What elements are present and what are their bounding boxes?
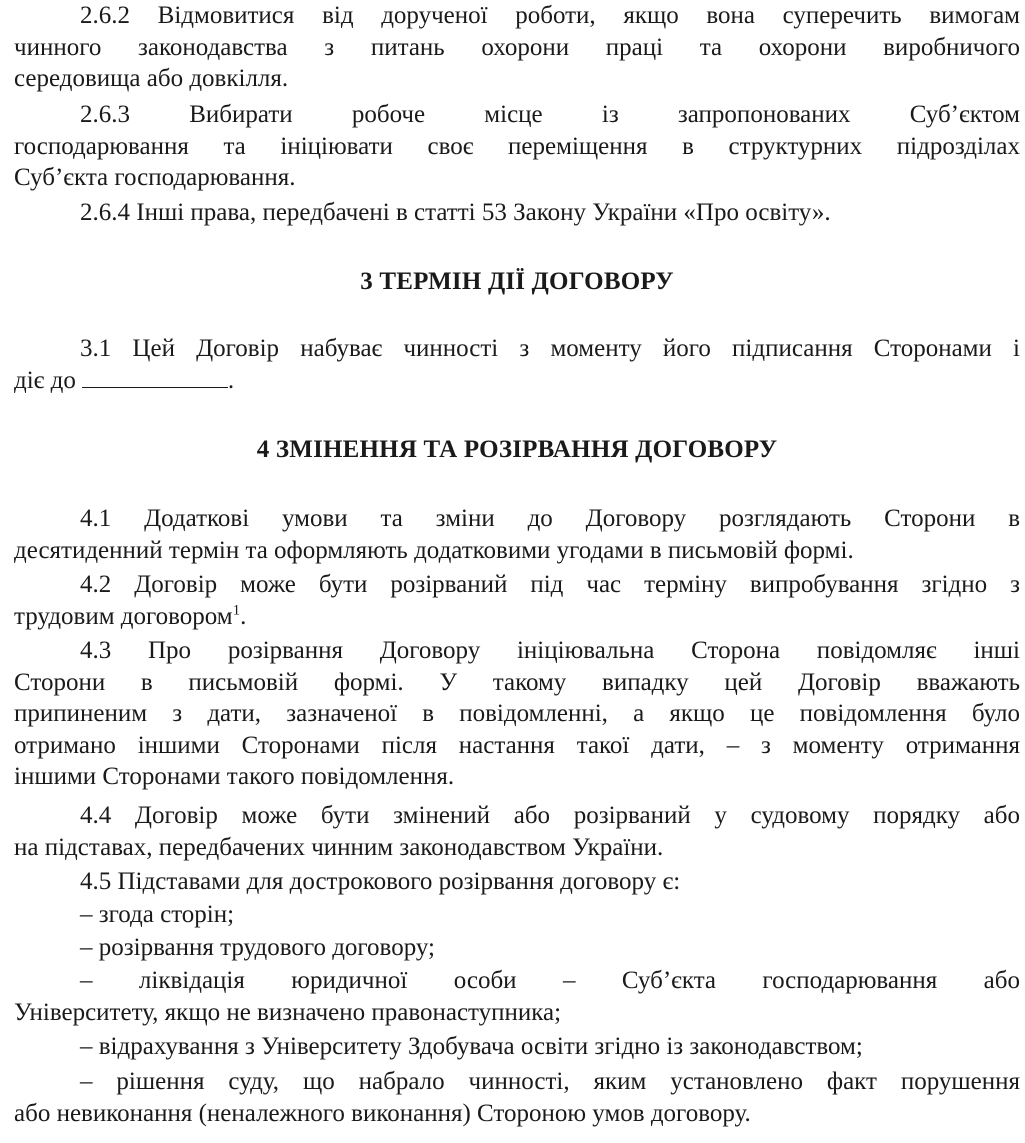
- list-item-text: – розірвання трудового договору;: [80, 934, 435, 961]
- paragraph-line: 4.5 Підставами для дострокового розірвання договору є:: [80, 868, 681, 895]
- paragraph-line: господарювання та ініціювати своє переміщення в структурних підрозділах: [14, 132, 1020, 160]
- paragraph-line: 4.1 Додаткові умови та зміни до Договору розглядають Сторони в: [80, 505, 1020, 532]
- paragraph-line: 2.6.3 Вибирати робоче місце із запропонованих Суб’єктом: [80, 101, 1020, 128]
- list-item-text: або невиконання (неналежного виконання) Стороною умов договору.: [14, 1099, 751, 1127]
- footnote-marker[interactable]: 1: [232, 602, 241, 619]
- paragraph-line: середовища або довкілля.: [14, 65, 289, 92]
- paragraph-2-6-4: [14, 197, 1020, 229]
- list-item-text: Університету, якщо не визначено правонаступника;: [14, 998, 562, 1026]
- paragraph-line: десятиденний термін та оформляють додатковими угодами в письмовій формі.: [14, 536, 854, 564]
- paragraph-line: припиненим з дати, зазначеної в повідомленні, а якщо це повідомлення було: [14, 700, 1020, 727]
- paragraph-4-4: [14, 800, 1020, 863]
- paragraph-2-6-3: [14, 99, 1020, 194]
- list-item: [14, 932, 1020, 964]
- paragraph-line: [14, 601, 1020, 633]
- paragraph-line: Суб’єкта господарювання.: [14, 164, 296, 191]
- paragraph-2-6-2: [14, 0, 1020, 95]
- paragraph-line: 4.2 Договір може бути розірваний під час терміну випробування згідно з: [80, 571, 1020, 598]
- list-item-text: – відрахування з Університету Здобувача освіти згідно із законодавством;: [80, 1033, 863, 1060]
- paragraph-4-5: [14, 866, 1020, 898]
- paragraph-line: 2.6.4 Інші права, передбачені в статті 53 Закону України «Про освіту».: [80, 199, 831, 226]
- paragraph-3-1: [14, 333, 1020, 396]
- paragraph-line: 2.6.2 Відмовитися від дорученої роботи, якщо вона суперечить вимогам: [80, 2, 1020, 29]
- list-item-text: – ліквідація юридичної особи – Суб’єкта господарювання або: [80, 967, 1020, 994]
- list-item: [14, 899, 1020, 931]
- term-period: .: [227, 366, 235, 394]
- paragraph-line: 3.1 Цей Договір набуває чинності з моменту його підписання Сторонами і: [80, 335, 1020, 362]
- paragraph-line: отримано іншими Сторонами після настання такої дати, – з моменту отримання: [14, 731, 1020, 759]
- list-item: [14, 1031, 1020, 1063]
- paragraph-line: на підставах, передбачених чинним законодавством України.: [14, 833, 664, 861]
- paragraph-line: Сторони в письмовій формі. У такому випадку цей Договір вважають: [14, 668, 1020, 696]
- paragraph-line: чинного законодавства з питань охорони праці та охорони виробничого: [14, 33, 1020, 61]
- term-label: діє до: [14, 366, 76, 394]
- list-item: [14, 965, 1020, 1028]
- list-item-text: – рішення суду, що набрало чинності, яким установлено факт порушення: [80, 1068, 1020, 1095]
- list-item-text: – згода сторін;: [80, 901, 235, 928]
- paragraph-4-1: [14, 503, 1020, 566]
- contract-reference: трудовим договором: [14, 602, 233, 630]
- section-3-heading: 3 ТЕРМІН ДІЇ ДОГОВОРУ: [360, 268, 674, 295]
- paragraph-4-2: [14, 569, 1020, 632]
- paragraph-line: 4.4 Договір може бути змінений або розірваний у судовому порядку або: [80, 802, 1020, 829]
- list-item: [14, 1066, 1020, 1129]
- term-blank-field: [82, 365, 228, 388]
- period: .: [240, 602, 247, 630]
- section-4-heading: 4 ЗМІНЕННЯ ТА РОЗІРВАННЯ ДОГОВОРУ: [256, 436, 778, 463]
- paragraph-line: іншими Сторонами такого повідомлення.: [14, 763, 455, 790]
- paragraph-4-3: [14, 635, 1020, 793]
- paragraph-line: [14, 365, 1020, 397]
- paragraph-line: 4.3 Про розірвання Договору ініціювальна Сторона повідомляє інші: [80, 637, 1020, 664]
